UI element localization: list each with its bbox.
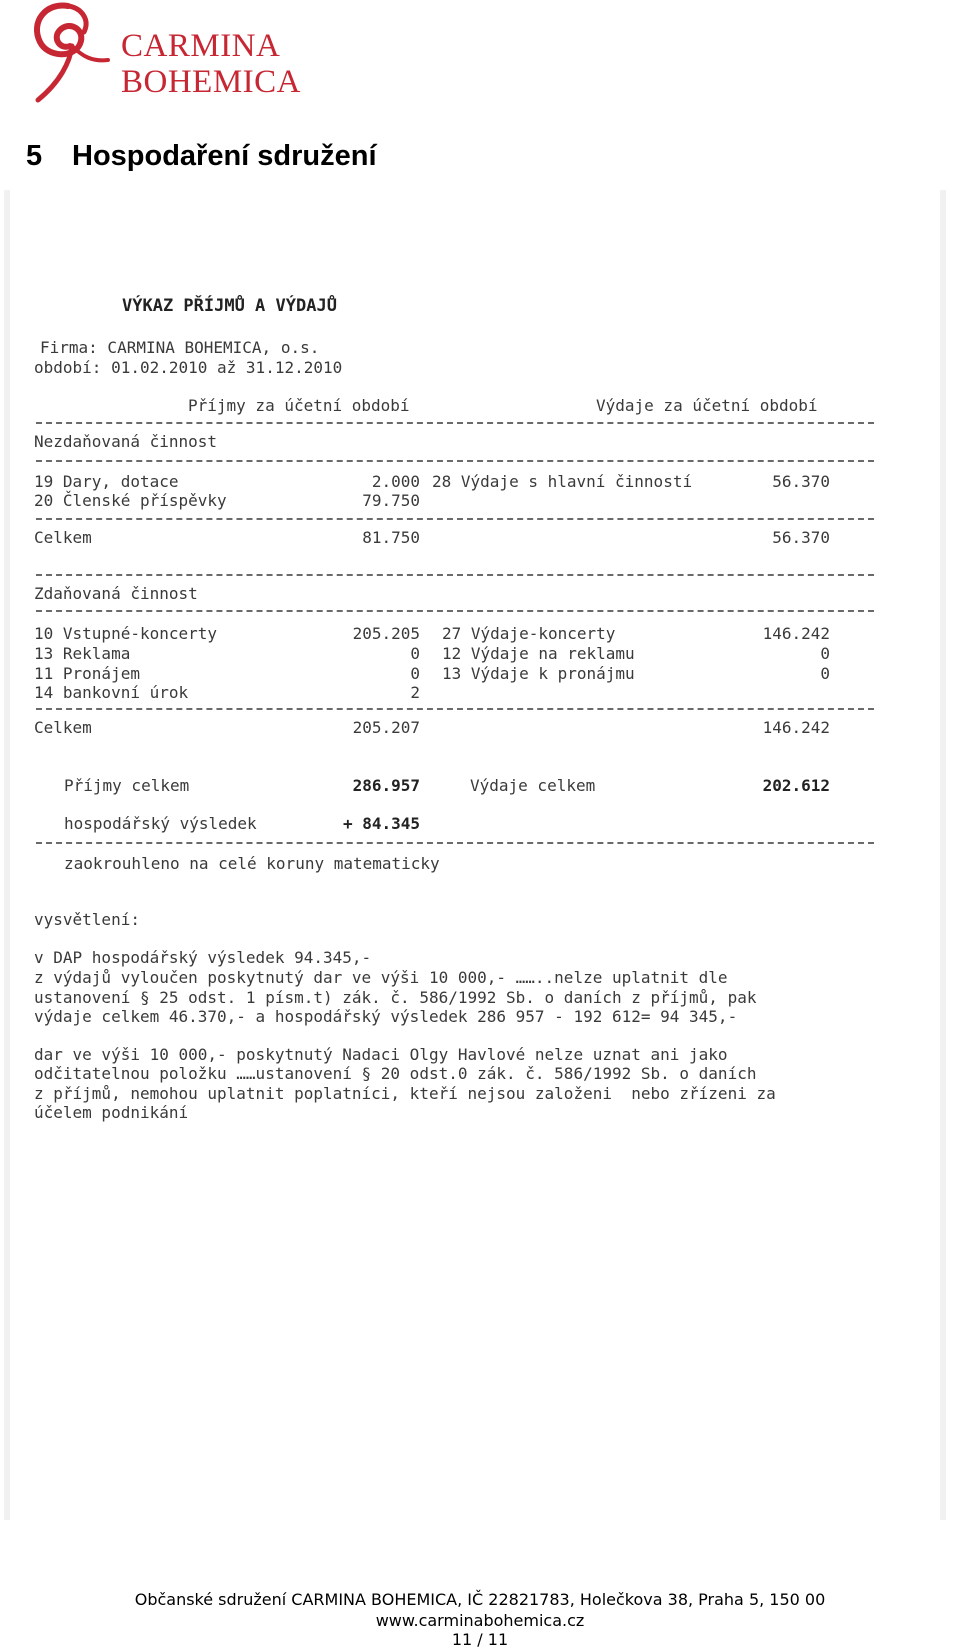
expense-row-label: 28 Výdaje s hlavní činností [432, 472, 693, 491]
untaxed-total-income: 81.750 [362, 528, 420, 547]
rounding-note: zaokrouhleno na celé koruny matematicky [64, 854, 440, 873]
explanation-line: výdaje celkem 46.370,- a hospodářský výsledek 286 957 - 192 612= 94 345,- [34, 1007, 738, 1026]
scanned-statement [4, 190, 946, 1520]
scan-edge-left [4, 190, 10, 1520]
logo-emblem-icon [24, 0, 114, 108]
income-total-value: 286.957 [352, 776, 420, 795]
result-value: + 84.345 [342, 814, 420, 833]
section-number: 5 [26, 140, 43, 172]
logo-name-line2: BOHEMICA [121, 64, 302, 100]
result-label: hospodářský výsledek [64, 814, 257, 833]
income-column-header: Příjmy za účetní období [188, 396, 410, 415]
expense-row-label: 13 Výdaje k pronájmu [442, 664, 635, 683]
section-title: Hospodaření sdružení [72, 140, 377, 172]
divider [36, 574, 874, 576]
untaxed-total-label: Celkem [34, 528, 92, 547]
untaxed-section-label: Nezdaňovaná činnost [34, 432, 218, 451]
income-row-value: 0 [410, 644, 420, 663]
expense-row-label: 12 Výdaje na reklamu [442, 644, 635, 663]
taxed-total-expense: 146.242 [762, 718, 830, 737]
divider [36, 422, 874, 424]
expense-row-value: 146.242 [762, 624, 830, 643]
note-line: z příjmů, nemohou uplatnit poplatníci, kteří nejsou založeni nebo zřízeni za [34, 1084, 776, 1103]
income-row-label: 20 Členské příspěvky [34, 491, 227, 510]
income-row-value: 2.000 [371, 472, 420, 491]
income-row-value: 0 [410, 664, 420, 683]
expense-row-value: 56.370 [772, 472, 830, 491]
statement-firm: Firma: CARMINA BOHEMICA, o.s. [40, 338, 320, 357]
taxed-total-label: Celkem [34, 718, 92, 737]
expense-row-label: 27 Výdaje-koncerty [442, 624, 616, 643]
divider [36, 460, 874, 462]
explanation-title: vysvětlení: [34, 910, 140, 929]
expense-row-value: 0 [820, 664, 830, 683]
income-row-value: 79.750 [362, 491, 420, 510]
divider [36, 610, 874, 612]
logo-name-line1: CARMINA [121, 28, 281, 64]
explanation-line: z výdajů vyloučen poskytnutý dar ve výši 10 000,- ……..nelze uplatnit dle [34, 968, 728, 987]
explanation-line: ustanovení § 25 odst. 1 písm.t) zák. č. 586/1992 Sb. o daních z příjmů, pak [34, 988, 757, 1007]
explanation-line: v DAP hospodářský výsledek 94.345,- [34, 948, 372, 967]
income-row-label: 19 Dary, dotace [34, 472, 179, 491]
expense-row-value: 0 [820, 644, 830, 663]
note-line: dar ve výši 10 000,- poskytnutý Nadaci Olgy Havlové nelze uznat ani jako [34, 1045, 728, 1064]
expense-column-header: Výdaje za účetní období [596, 396, 818, 415]
income-row-label: 13 Reklama [34, 644, 131, 663]
footer-organization: Občanské sdružení CARMINA BOHEMICA, IČ 22821783, Holečkova 38, Praha 5, 150 00 [134, 1590, 826, 1609]
income-total-label: Příjmy celkem [64, 776, 190, 795]
divider [36, 518, 874, 520]
statement-title: VÝKAZ PŘÍJMŮ A VÝDAJŮ [122, 296, 337, 316]
divider [36, 842, 874, 844]
statement-period: období: 01.02.2010 až 31.12.2010 [34, 358, 343, 377]
page-number: 11 / 11 [451, 1630, 509, 1649]
section-heading [26, 140, 377, 173]
footer-website: www.carminabohemica.cz [375, 1611, 585, 1630]
untaxed-total-expense: 56.370 [772, 528, 830, 547]
scan-edge-right [940, 190, 946, 1520]
income-row-label: 11 Pronájem [34, 664, 140, 683]
income-row-label: 14 bankovní úrok [34, 683, 189, 702]
expense-total-label: Výdaje celkem [470, 776, 596, 795]
note-line: účelem podnikání [34, 1103, 189, 1122]
expense-total-value: 202.612 [762, 776, 830, 795]
note-line: odčitatelnou položku ……ustanovení § 20 odst.0 zák. č. 586/1992 Sb. o daních [34, 1064, 757, 1083]
income-row-value: 205.205 [352, 624, 420, 643]
divider [36, 708, 874, 710]
taxed-section-label: Zdaňovaná činnost [34, 584, 198, 603]
carmina-bohemica-logo [24, 0, 302, 108]
income-row-label: 10 Vstupné-koncerty [34, 624, 218, 643]
income-row-value: 2 [410, 683, 420, 702]
taxed-total-income: 205.207 [352, 718, 420, 737]
